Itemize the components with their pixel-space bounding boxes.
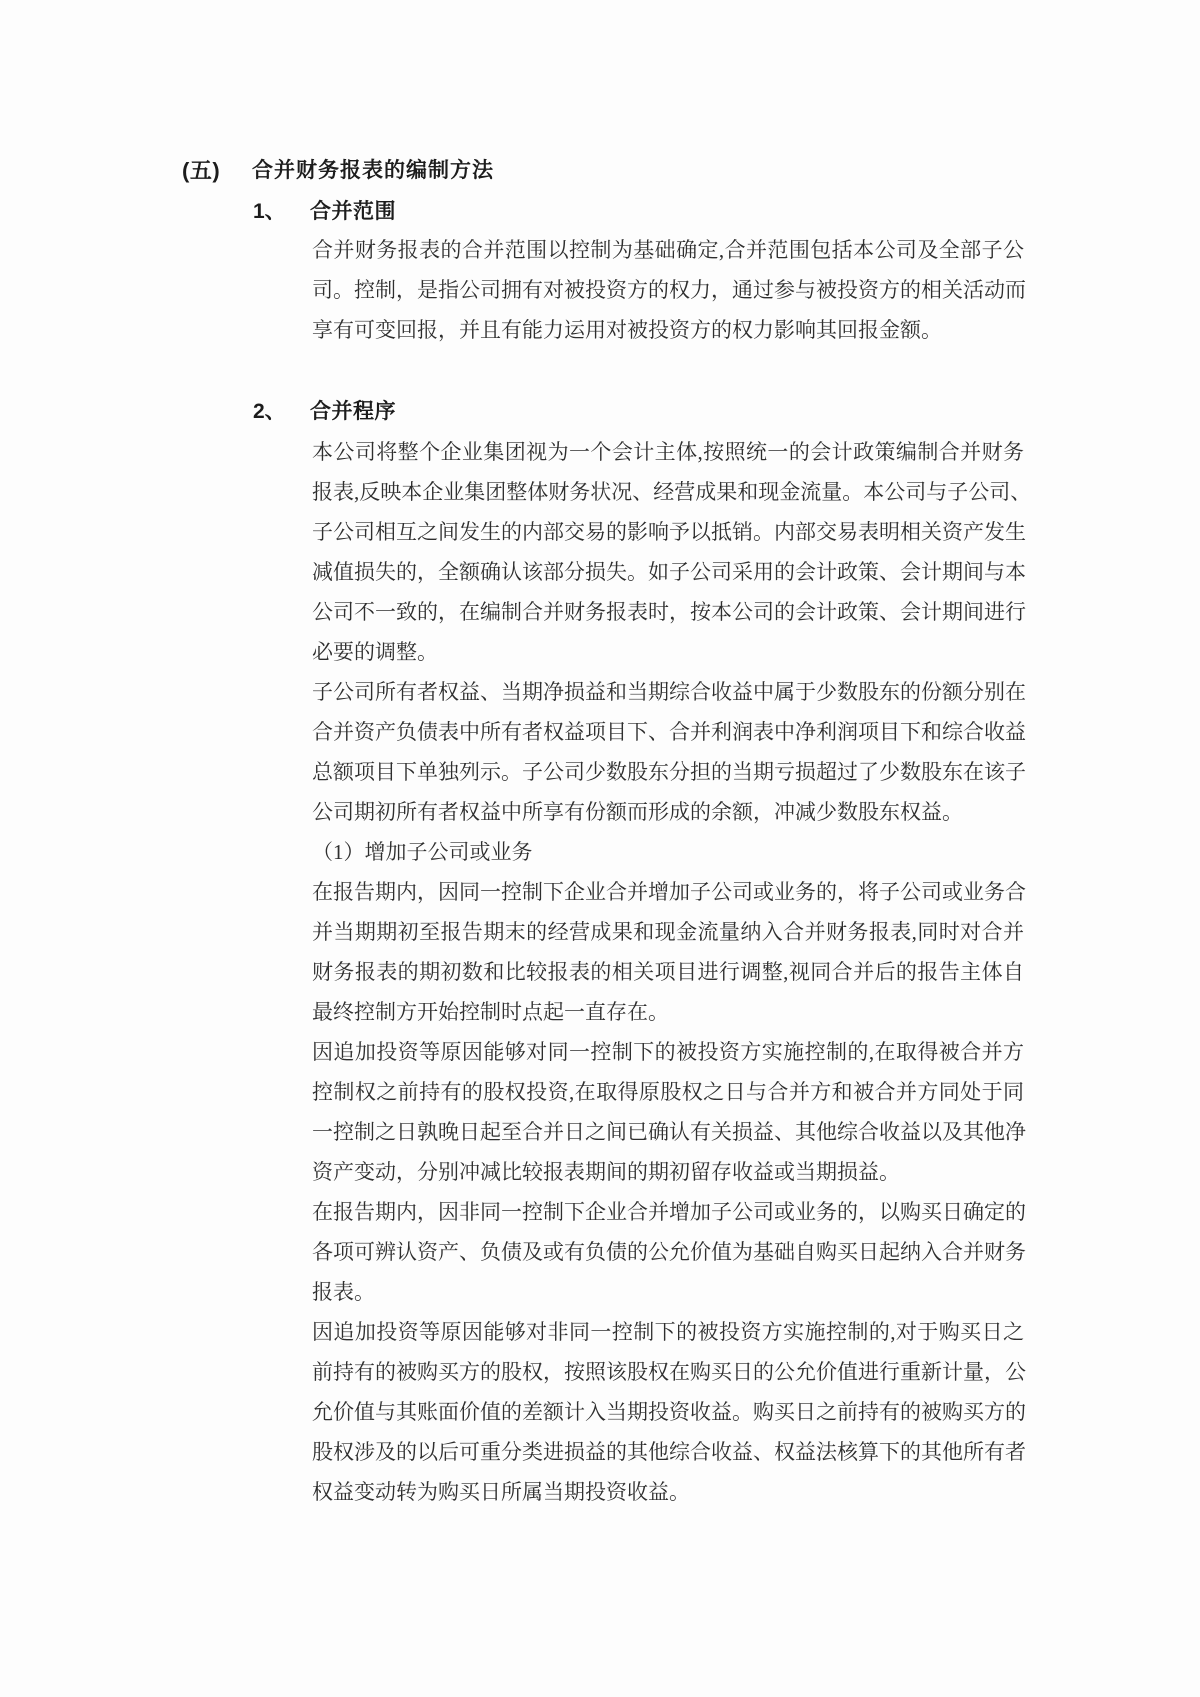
text-line: 资产变动，分别冲减比较报表期间的期初留存收益或当期损益。 (312, 1160, 900, 1184)
text-line: 本公司将整个企业集团视为一个会计主体,按照统一的会计政策编制合并财务 (312, 440, 1024, 464)
text-line: 前持有的被购买方的股权，按照该股权在购买日的公允价值进行重新计量，公 (312, 1360, 1026, 1384)
text-line: 享有可变回报，并且有能力运用对被投资方的权力影响其回报金额。 (312, 318, 942, 342)
text-line: 报表。 (312, 1280, 375, 1304)
text-line: 因追加投资等原因能够对非同一控制下的被投资方实施控制的,对于购买日之 (312, 1320, 1024, 1344)
text-line: 在报告期内，因同一控制下企业合并增加子公司或业务的，将子公司或业务合 (312, 880, 1026, 904)
text-line: 允价值与其账面价值的差额计入当期投资收益。购买日之前持有的被购买方的 (312, 1400, 1026, 1424)
section-label: (五) (182, 158, 221, 183)
list-item-heading: （1）增加子公司或业务 (312, 840, 533, 864)
text-line: 各项可辨认资产、负债及或有负债的公允价值为基础自购买日起纳入合并财务 (312, 1240, 1026, 1264)
section-heading (182, 151, 494, 191)
subsection-1-number: 1、 (253, 200, 286, 223)
text-line: 股权涉及的以后可重分类进损益的其他综合收益、权益法核算下的其他所有者 (312, 1440, 1026, 1464)
text-line: 总额项目下单独列示。子公司少数股东分担的当期亏损超过了少数股东在该子 (312, 760, 1026, 784)
text-line: 控制权之前持有的股权投资,在取得原股权之日与合并方和被合并方同处于同 (312, 1080, 1024, 1104)
subsection-1-body (312, 230, 1024, 350)
text-line: 公司不一致的，在编制合并财务报表时，按本公司的会计政策、会计期间进行 (312, 600, 1026, 624)
text-line: 并当期期初至报告期末的经营成果和现金流量纳入合并财务报表,同时对合并 (312, 920, 1024, 944)
text-line: 在报告期内，因非同一控制下企业合并增加子公司或业务的，以购买日确定的 (312, 1200, 1026, 1224)
text-line: 报表,反映本企业集团整体财务状况、经营成果和现金流量。本公司与子公司、 (312, 480, 1032, 504)
section-title: 合并财务报表的编制方法 (252, 159, 494, 182)
text-line: 合并财务报表的合并范围以控制为基础确定,合并范围包括本公司及全部子公 (312, 238, 1024, 262)
subsection-2-number: 2、 (253, 400, 286, 423)
text-line: 子公司所有者权益、当期净损益和当期综合收益中属于少数股东的份额分别在 (312, 680, 1026, 704)
subsection-2-title: 合并程序 (310, 400, 396, 423)
text-line: 一控制之日孰晚日起至合并日之间已确认有关损益、其他综合收益以及其他净 (312, 1120, 1026, 1144)
text-line: 因追加投资等原因能够对同一控制下的被投资方实施控制的,在取得被合并方 (312, 1040, 1024, 1064)
text-line: 权益变动转为购买日所属当期投资收益。 (312, 1480, 690, 1504)
text-line: 最终控制方开始控制时点起一直存在。 (312, 1000, 669, 1024)
subsection-1-heading (253, 192, 396, 232)
text-line: 必要的调整。 (312, 640, 438, 664)
subsection-2-body (312, 432, 1032, 1512)
subsection-2-heading (253, 392, 396, 432)
text-line: 司。控制，是指公司拥有对被投资方的权力，通过参与被投资方的相关活动而 (312, 278, 1026, 302)
subsection-1-title: 合并范围 (310, 200, 396, 223)
text-line: 子公司相互之间发生的内部交易的影响予以抵销。内部交易表明相关资产发生 (312, 520, 1026, 544)
text-line: 合并资产负债表中所有者权益项目下、合并利润表中净利润项目下和综合收益 (312, 720, 1026, 744)
text-line: 公司期初所有者权益中所享有份额而形成的余额，冲减少数股东权益。 (312, 800, 963, 824)
text-line: 财务报表的期初数和比较报表的相关项目进行调整,视同合并后的报告主体自 (312, 960, 1024, 984)
text-line: 减值损失的，全额确认该部分损失。如子公司采用的会计政策、会计期间与本 (312, 560, 1026, 584)
